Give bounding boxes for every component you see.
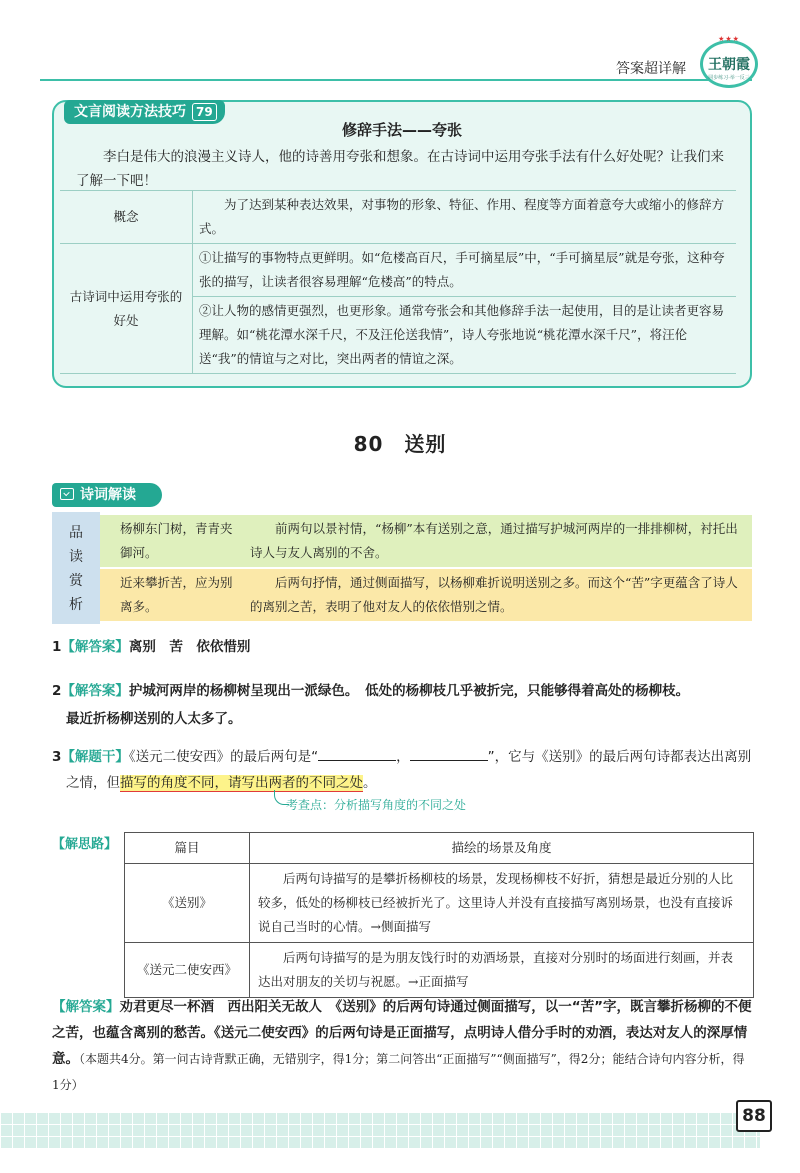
logo-text: 王朝霞 xyxy=(708,57,750,73)
poem-explanation: 后两句抒情，通过侧面描写，以杨柳难折说明送别之多。而这个“苦”字更蕴含了诗人的离别之苦，表明了他对友人的依依惜别之情。 xyxy=(250,575,738,614)
question-stem: ”，它与《送别》的最后两句诗都表达出离别 xyxy=(487,749,752,765)
method-row-benefit-1 xyxy=(60,244,736,297)
answer-text: 护城河两岸的杨柳树呈现出一派绿色。 低处的杨柳枝几乎被折完，只能够得着高处的杨柳枝。 xyxy=(128,683,690,699)
brand-logo xyxy=(700,35,758,88)
header-title: 答案超详解 xyxy=(616,61,686,77)
answer-text-cont: 最近折杨柳送别的人太多了。 xyxy=(66,711,242,727)
appreciation-row xyxy=(100,569,752,621)
table-row xyxy=(125,943,754,998)
table-header: 描绘的场景及角度 xyxy=(250,833,754,864)
answer-blank[interactable] xyxy=(410,746,488,761)
table-cell-title: 《送别》 xyxy=(125,864,250,943)
method-tips-box xyxy=(52,100,752,388)
calendar-check-icon xyxy=(60,488,74,500)
question-number: 1 xyxy=(52,639,62,655)
question-number: 2 xyxy=(52,683,62,699)
method-tab-number: 79 xyxy=(192,103,217,121)
appreciation-box xyxy=(52,512,752,624)
table-header-row xyxy=(125,833,754,864)
exam-point-note: 考查点：分析描写角度的不同之处 xyxy=(286,798,467,812)
analysis-table xyxy=(124,832,754,998)
question-3 xyxy=(52,744,752,770)
page-number: 88 xyxy=(736,1100,772,1132)
answer-text: 离别 苦 依依惜别 xyxy=(128,639,251,655)
final-answer xyxy=(52,994,752,1098)
poem-explanation: 前两句以景衬情，“杨柳”本有送别之意，通过描写护城河两岸的一排排柳树，衬托出诗人与友人离别的不舍。 xyxy=(250,521,738,560)
method-row-label: 概念 xyxy=(60,191,193,244)
method-row-concept xyxy=(60,191,736,244)
table-cell-desc: 后两句诗描写的是为朋友饯行时的劝酒场景，直接对分别时的场面进行刻画，并表达出对朋友的关切与祝愿。→正面描写 xyxy=(250,943,754,998)
appreciation-row xyxy=(100,515,752,567)
question-number: 3 xyxy=(52,749,62,765)
section-title: 80 送别 xyxy=(353,432,447,456)
side-char: 赏 xyxy=(69,573,83,589)
method-row-content: 为了达到某种表达效果，对事物的形象、特征、作用、程度等方面着意夸大或缩小的修辞方式。 xyxy=(193,191,737,244)
poem-reading-tag-label: 诗词解读 xyxy=(80,487,136,503)
question-stem: 之情，但 xyxy=(66,775,120,791)
appreciation-side xyxy=(52,512,100,624)
period: 。 xyxy=(363,775,377,791)
method-row-label: 古诗词中运用夸张的好处 xyxy=(60,244,193,374)
footer-grid xyxy=(0,1112,760,1148)
table-cell-title: 《送元二使安西》 xyxy=(125,943,250,998)
method-tab-label: 文言阅读方法技巧 xyxy=(74,104,186,120)
header-divider xyxy=(40,79,752,81)
answer-label: 【解答案】 xyxy=(52,999,120,1015)
poem-lines: 近来攀折苦，应为别离多。 xyxy=(120,575,233,614)
logo-subtext: 同步练习·举一反三 xyxy=(708,75,750,81)
analysis-label: 【解思路】 xyxy=(52,837,118,852)
poem-reading-tag xyxy=(52,483,162,507)
logo-stars: ★★★ xyxy=(718,35,740,43)
method-table xyxy=(60,190,736,374)
question-3-cont xyxy=(66,770,377,796)
question-2 xyxy=(52,678,752,704)
method-row-content: ②让人物的感情更强烈，也更形象。通常夸张会和其他修辞手法一起使用，目的是让读者更容易理解。如“桃花潭水深千尺，不及汪伦送我情”，诗人夸张地说“桃花潭水深千尺”，将汪伦送“我”的情谊与之对比，突出两者的情谊之深。 xyxy=(193,297,737,374)
question-1 xyxy=(52,634,250,660)
highlighted-requirement: 描写的角度不同，请写出两者的不同之处 xyxy=(120,775,363,791)
answer-blank[interactable] xyxy=(318,746,396,761)
table-header: 篇目 xyxy=(125,833,250,864)
table-cell-desc: 后两句诗描写的是攀折杨柳枝的场景，发现杨柳枝不好折，猜想是最近分别的人比较多，低处的杨柳枝已经被折光了。这里诗人并没有直接描写离别场景，也没有直接诉说自己当时的心情。→侧面描写 xyxy=(250,864,754,943)
method-title: 修辞手法——夸张 xyxy=(341,121,462,139)
answer-label: 【解答案】 xyxy=(61,639,129,655)
side-char: 读 xyxy=(69,549,83,565)
answer-text: 劝君更尽一杯酒 西出阳关无故人 《送别》的后两句诗通过侧面描写，以一“苦”字，既言攀折杨柳的不便之苦，也蕴含离别的愁苦。《送元二使安西》的后两句诗是正面描写，点明诗人借分手时的劝酒，表达对友人的深厚情意。 xyxy=(52,999,752,1067)
side-char: 析 xyxy=(69,597,83,613)
method-intro: 李白是伟大的浪漫主义诗人，他的诗善用夸张和想象。在古诗词中运用夸张手法有什么好处呢？让我们来了解一下吧！ xyxy=(76,149,724,189)
side-char: 品 xyxy=(69,525,83,541)
question-stem: 《送元二使安西》的最后两句是“ xyxy=(128,749,319,765)
comma: ， xyxy=(396,749,410,765)
poem-lines: 杨柳东门树，青青夹御河。 xyxy=(120,521,233,560)
method-row-content: ①让描写的事物特点更鲜明。如“危楼高百尺，手可摘星辰”中，“手可摘星辰”就是夸张，这种夸张的描写，让读者很容易理解“危楼高”的特点。 xyxy=(193,244,737,297)
answer-label: 【解答案】 xyxy=(61,683,129,699)
scoring-note: （本题共4分。第一问古诗背默正确，无错别字，得1分；第二问答出“正面描写”“侧面描写”，得2分；能结合诗句内容分析，得1分） xyxy=(52,1052,745,1092)
table-row xyxy=(125,864,754,943)
question-stem-label: 【解题干】 xyxy=(61,749,129,765)
